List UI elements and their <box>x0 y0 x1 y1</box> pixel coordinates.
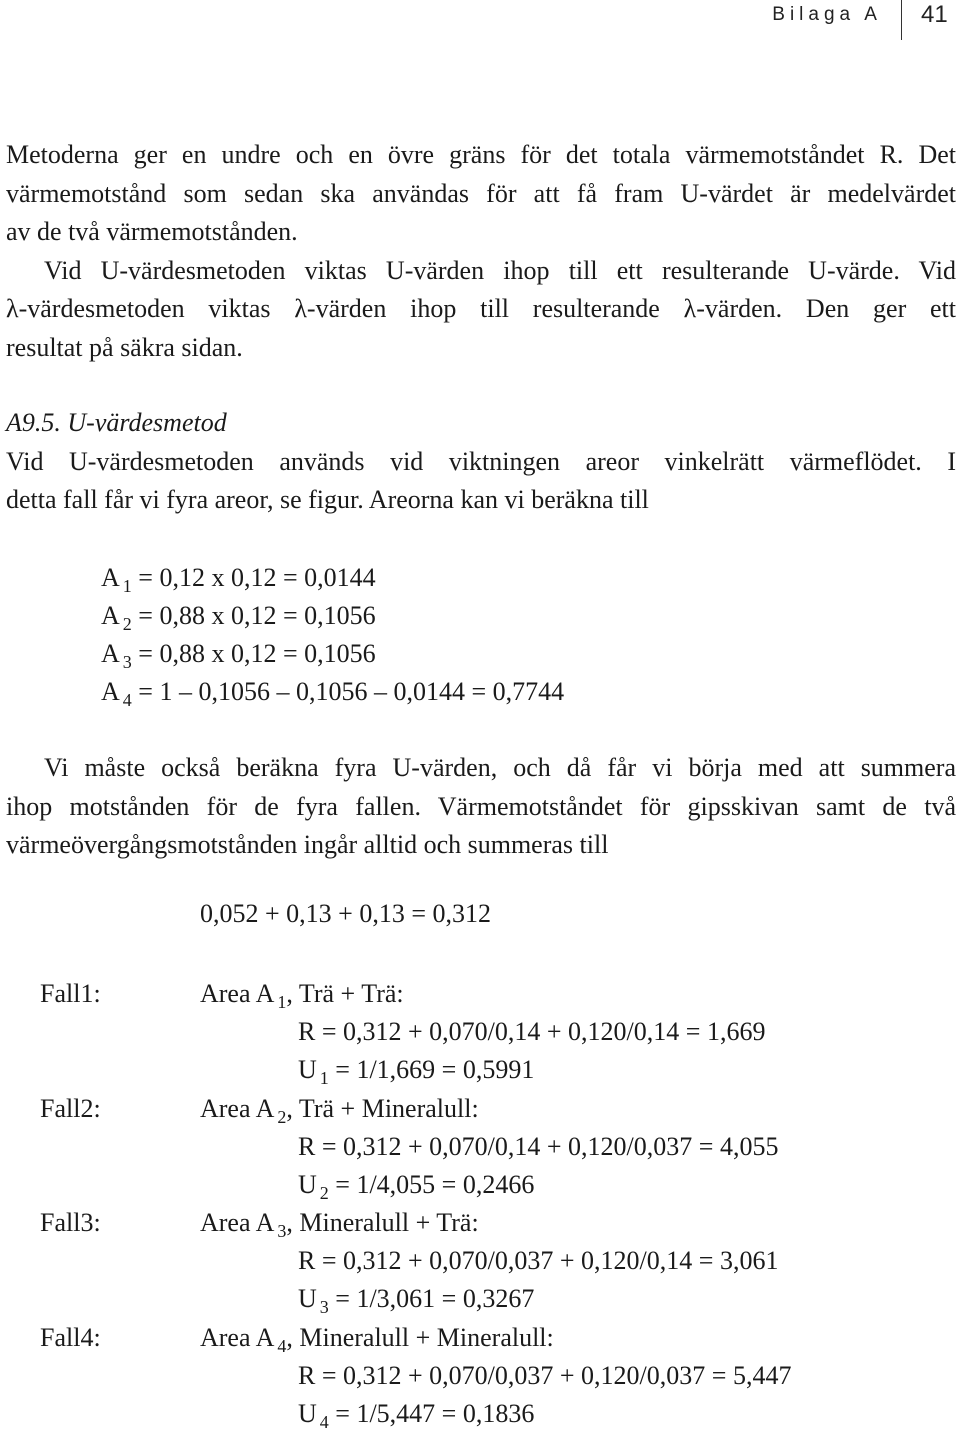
case-title-index: 2 <box>277 1107 287 1127</box>
case-title-suffix: , Mineralull + Mineralull: <box>286 1323 554 1352</box>
case-title-index: 3 <box>277 1221 287 1241</box>
case-r-value: R = 0,312 + 0,070/0,037 + 0,120/0,14 = 3,061 <box>298 1246 779 1275</box>
u-index: 3 <box>319 1297 329 1317</box>
text-line: av de två värmemotstånden. <box>6 217 298 246</box>
area-expression: = 1 – 0,1056 – 0,1056 – 0,0144 = 0,7744 <box>138 677 565 706</box>
case-title <box>200 1208 479 1242</box>
text-line: värmeövergångsmotstånden ingår alltid och summeras till <box>6 830 609 859</box>
case-title-index: 1 <box>277 992 287 1012</box>
section-heading: A9.5. U-värdesmetod <box>6 408 227 437</box>
text-line: värmemotstånd som sedan ska användas för att få fram U-värdet är medelvärdet <box>6 178 956 208</box>
u-symbol: U <box>298 1399 317 1428</box>
intro-paragraph <box>6 136 956 367</box>
case-u-value <box>298 1170 534 1204</box>
section-a9-5 <box>6 404 956 520</box>
text-line: Vid U-värdesmetoden används vid viktningen areor vinkelrätt värmeflödet. I <box>6 446 956 476</box>
page-number: 41 <box>921 1 948 28</box>
u-expression: = 1/1,669 = 0,5991 <box>335 1055 535 1084</box>
case-label: Fall2: <box>40 1094 101 1123</box>
area-expression: = 0,88 x 0,12 = 0,1056 <box>138 601 376 630</box>
area-expression: = 0,12 x 0,12 = 0,0144 <box>138 563 376 592</box>
area-symbol: A <box>101 601 120 630</box>
case-r-value: R = 0,312 + 0,070/0,14 + 0,120/0,037 = 4,055 <box>298 1132 779 1161</box>
case-label: Fall4: <box>40 1323 101 1352</box>
case-r-value: R = 0,312 + 0,070/0,14 + 0,120/0,14 = 1,669 <box>298 1017 766 1046</box>
case-title-suffix: , Trä + Trä: <box>286 979 404 1008</box>
u-symbol: U <box>298 1055 317 1084</box>
sum-expression: 0,052 + 0,13 + 0,13 = 0,312 <box>200 899 491 928</box>
u-index: 2 <box>319 1183 329 1203</box>
case-title-prefix: Area A <box>200 1094 275 1123</box>
case-label: Fall1: <box>40 979 101 1008</box>
u-symbol: U <box>298 1170 317 1199</box>
case-u-value <box>298 1284 534 1318</box>
text-line: ihop motstånden för de fyra fallen. Värmemotståndet för gipsskivan samt de två <box>6 791 956 821</box>
area-index: 4 <box>122 690 132 710</box>
running-header: Bilaga A <box>772 4 882 25</box>
case-title <box>200 1094 479 1128</box>
case-title-suffix: , Trä + Mineralull: <box>286 1094 479 1123</box>
case-r-value: R = 0,312 + 0,070/0,037 + 0,120/0,037 = 5,447 <box>298 1361 792 1390</box>
u-index: 1 <box>319 1068 329 1088</box>
area-symbol: A <box>101 639 120 668</box>
u-expression: = 1/4,055 = 0,2466 <box>335 1170 535 1199</box>
uvalues-paragraph <box>6 749 956 865</box>
case-u-value <box>298 1399 534 1433</box>
text-line: Metoderna ger en undre och en övre gräns för det totala värmemotståndet R. Det <box>6 140 956 169</box>
area-equation <box>101 673 564 720</box>
text-line: Vid U-värdesmetoden viktas U-värden ihop till ett resulterande U-värde. Vid <box>44 255 956 285</box>
text-line: detta fall får vi fyra areor, se figur. Areorna kan vi beräkna till <box>6 485 649 514</box>
case-title-prefix: Area A <box>200 1208 275 1237</box>
u-expression: = 1/5,447 = 0,1836 <box>335 1399 535 1428</box>
case-title-suffix: , Mineralull + Trä: <box>286 1208 479 1237</box>
area-symbol: A <box>101 563 120 592</box>
text-line: resultat på säkra sidan. <box>6 332 243 362</box>
case-title <box>200 1323 554 1357</box>
u-index: 4 <box>319 1412 329 1432</box>
text-line: Vi måste också beräkna fyra U-värden, och då får vi börja med att summera <box>44 753 956 782</box>
header-divider <box>901 0 902 40</box>
case-title-prefix: Area A <box>200 1323 275 1352</box>
area-index: 2 <box>122 614 132 634</box>
u-symbol: U <box>298 1284 317 1313</box>
area-symbol: A <box>101 677 120 706</box>
area-index: 1 <box>122 576 132 596</box>
case-title <box>200 979 404 1013</box>
case-u-value <box>298 1055 534 1089</box>
case-label: Fall3: <box>40 1208 101 1237</box>
case-title-index: 4 <box>277 1336 287 1356</box>
case-title-prefix: Area A <box>200 979 275 1008</box>
u-expression: = 1/3,061 = 0,3267 <box>335 1284 535 1313</box>
area-index: 3 <box>122 652 132 672</box>
text-line: λ-värdesmetoden viktas λ-värden ihop till resulterande λ-värden. Den ger ett <box>6 294 956 323</box>
area-expression: = 0,88 x 0,12 = 0,1056 <box>138 639 376 668</box>
